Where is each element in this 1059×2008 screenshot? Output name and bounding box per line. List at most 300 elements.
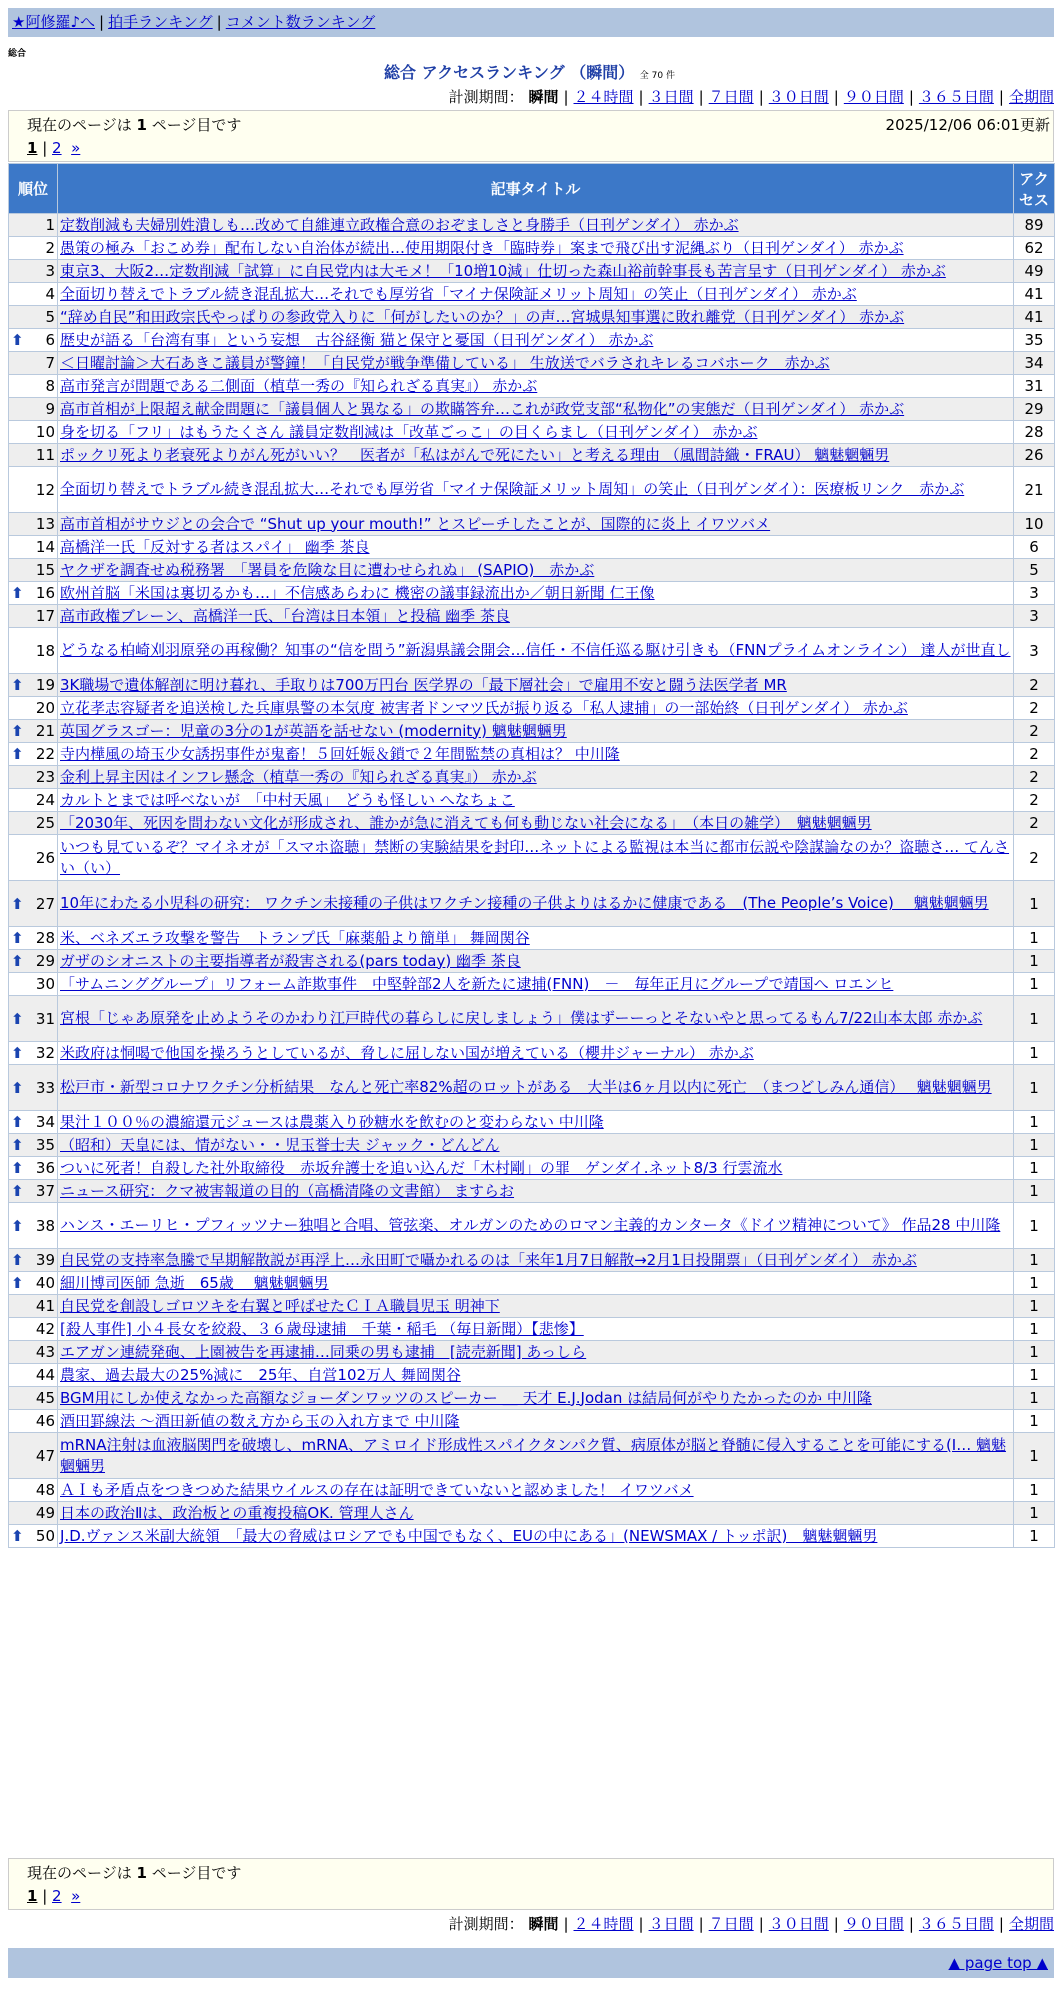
period-link[interactable]: ９０日間 bbox=[843, 1915, 904, 1933]
table-row bbox=[9, 559, 1055, 582]
table-row bbox=[9, 237, 1055, 260]
access-count: 41 bbox=[1014, 306, 1055, 329]
separator: | bbox=[758, 88, 764, 106]
access-count: 2 bbox=[1014, 743, 1055, 766]
article-link[interactable]: 宮根「じゃあ原発を止めようそのかわり江戸時代の暮らしに戻しましょう」僕はずーーっとそないやと思ってるもん7/22山本太郎 赤かぶ bbox=[60, 1009, 983, 1027]
rank-cell bbox=[9, 743, 58, 766]
title-cell bbox=[58, 1249, 1014, 1272]
title-cell bbox=[58, 1272, 1014, 1295]
article-link[interactable]: 高市発言が問題である二側面（植草一秀の『知られざる真実』） 赤かぶ bbox=[60, 376, 538, 395]
access-count: 1 bbox=[1014, 1134, 1055, 1157]
table-row bbox=[9, 1203, 1055, 1249]
article-link[interactable]: 米政府は恫喝で他国を操ろうとしているが、脅しに屈しない国が増えている（櫻井ジャーナル） 赤かぶ bbox=[60, 1043, 754, 1062]
rank-number: 36 bbox=[35, 1159, 55, 1177]
title-cell bbox=[58, 214, 1014, 237]
rank-number: 3 bbox=[45, 262, 55, 280]
rank-number: 27 bbox=[35, 894, 55, 913]
article-link[interactable]: 高市首相が上限超え献金問題に「議員個人と異なる」の欺瞞答弁…これが政党支部“私物化”の実態だ（日刊ゲンダイ） 赤かぶ bbox=[60, 399, 905, 418]
page-1-link[interactable]: 1 bbox=[27, 139, 38, 157]
rank-number: 22 bbox=[35, 745, 55, 763]
up-arrow-icon: ⬆ bbox=[11, 952, 24, 970]
title-cell bbox=[58, 283, 1014, 306]
rank-number: 6 bbox=[45, 331, 55, 349]
rank-number: 9 bbox=[45, 400, 55, 418]
table-row bbox=[9, 1042, 1055, 1065]
rank-number: 25 bbox=[35, 814, 55, 832]
up-arrow-icon: ⬆ bbox=[11, 1251, 24, 1269]
separator: | bbox=[638, 88, 644, 106]
article-link[interactable]: 果汁１００％の濃縮還元ジュースは農薬入り砂糖水を飲むのと変わらない 中川隆 bbox=[60, 1112, 604, 1131]
rank-number: 21 bbox=[35, 722, 55, 740]
separator: | bbox=[758, 1915, 764, 1933]
article-link[interactable]: 3K職場で遺体解剖に明け暮れ、手取りは700万円台 医学界の「最下層社会」で雇用不安と闘う法医学者 MR bbox=[60, 675, 787, 694]
rank-number: 18 bbox=[35, 641, 55, 660]
article-link[interactable]: 米、ベネズエラ攻撃を警告 トランプ氏「麻薬船より簡単」 舞岡関谷 bbox=[60, 928, 530, 947]
pager-box-bottom bbox=[8, 1858, 1054, 1910]
title-cell bbox=[58, 352, 1014, 375]
title-cell bbox=[58, 1180, 1014, 1203]
access-count: 49 bbox=[1014, 260, 1055, 283]
article-link[interactable]: “辞め自民”和田政宗氏やっぱりの参政党入りに「何がしたいのか？」の声…宮城県知事選に敗れ離党（日刊ゲンダイ） 赤かぶ bbox=[60, 307, 905, 326]
rank-cell bbox=[9, 789, 58, 812]
table-row bbox=[9, 260, 1055, 283]
access-count: 29 bbox=[1014, 398, 1055, 421]
title-cell bbox=[58, 881, 1014, 927]
period-link[interactable]: ３日間 bbox=[648, 88, 694, 106]
title-cell bbox=[58, 237, 1014, 260]
article-link[interactable]: 農家、過去最大の25%減に 25年、自営102万人 舞岡関谷 bbox=[60, 1365, 461, 1384]
rank-cell bbox=[9, 1318, 58, 1341]
rank-cell bbox=[9, 1387, 58, 1410]
up-arrow-icon: ⬆ bbox=[11, 676, 24, 694]
rank-cell bbox=[9, 996, 58, 1042]
rank-cell bbox=[9, 214, 58, 237]
rank-cell bbox=[9, 628, 58, 674]
access-count: 1 bbox=[1014, 950, 1055, 973]
title-cell bbox=[58, 766, 1014, 789]
access-count: 1 bbox=[1014, 1364, 1055, 1387]
rank-cell bbox=[9, 605, 58, 628]
article-link[interactable]: ハンス・エーリヒ・プフィッツナー独唱と合唱、管弦楽、オルガンのためのロマン主義的カンタータ《ドイツ精神について》 作品28 中川隆 bbox=[60, 1216, 1001, 1234]
article-link[interactable]: 英国グラスゴー：児童の3分の1が英語を話せない (modernity) 魑魅魍魎男 bbox=[60, 721, 567, 740]
rank-cell bbox=[9, 950, 58, 973]
rank-cell bbox=[9, 720, 58, 743]
up-arrow-icon: ⬆ bbox=[11, 331, 24, 349]
period-label: 計測期間： bbox=[448, 1915, 524, 1933]
table-row bbox=[9, 582, 1055, 605]
table-row bbox=[9, 1295, 1055, 1318]
table-row bbox=[9, 789, 1055, 812]
rank-number: 35 bbox=[35, 1136, 55, 1154]
access-count: 21 bbox=[1014, 467, 1055, 513]
table-row bbox=[9, 1433, 1055, 1479]
rank-cell bbox=[9, 375, 58, 398]
separator: | bbox=[908, 1915, 914, 1933]
table-row bbox=[9, 628, 1055, 674]
title-cell bbox=[58, 375, 1014, 398]
title-cell bbox=[58, 812, 1014, 835]
rank-cell bbox=[9, 237, 58, 260]
page-top-link[interactable]: ▲ page top ▲ bbox=[948, 1954, 1048, 1972]
table-row bbox=[9, 398, 1055, 421]
table-row bbox=[9, 1157, 1055, 1180]
article-link[interactable]: 高市首相がサウジとの会合で “Shut up your mouth!” とスピーチしたことが、国際的に炎上 イワツバメ bbox=[60, 514, 771, 533]
rank-number: 37 bbox=[35, 1182, 55, 1200]
access-count: 1 bbox=[1014, 1157, 1055, 1180]
table-row bbox=[9, 1525, 1055, 1548]
rank-number: 10 bbox=[35, 423, 55, 441]
table-row bbox=[9, 1364, 1055, 1387]
item-count: 全 70 件 bbox=[639, 71, 675, 81]
article-link[interactable]: 愚策の極み「おこめ券」配布しない自治体が続出…使用期限付き「臨時券」案まで飛び出す泥縄ぶり（日刊ゲンダイ） 赤かぶ bbox=[60, 238, 904, 257]
rank-cell bbox=[9, 835, 58, 881]
article-link[interactable]: 全面切り替えでトラブル続き混乱拡大…それでも厚労省「マイナ保険証メリット周知」の笑止（日刊ゲンダイ）：医療板リンク 赤かぶ bbox=[60, 480, 965, 498]
comment-ranking-link[interactable]: コメント数ランキング bbox=[225, 13, 376, 31]
title-cell bbox=[58, 950, 1014, 973]
title-cell bbox=[58, 559, 1014, 582]
ranking-title: 総合 アクセスランキング （瞬間） bbox=[384, 63, 635, 82]
table-row bbox=[9, 352, 1055, 375]
rank-cell bbox=[9, 881, 58, 927]
separator: | bbox=[563, 88, 569, 106]
table-row bbox=[9, 306, 1055, 329]
rank-number: 43 bbox=[35, 1343, 55, 1361]
rank-cell bbox=[9, 766, 58, 789]
rank-cell bbox=[9, 973, 58, 996]
article-link[interactable]: ガザのシオニストの主要指導者が殺害される(pars today) 幽季 茶良 bbox=[60, 951, 521, 970]
rank-number: 8 bbox=[45, 377, 55, 395]
article-link[interactable]: 10年にわたる小児科の研究： ワクチン未接種の子供はワクチン接種の子供よりはるかに健康である (The People’s Voice) 魑魅魍魎男 bbox=[60, 894, 989, 912]
access-count: 31 bbox=[1014, 375, 1055, 398]
article-link[interactable]: 「2030年、死因を問わない文化が形成され、誰かが急に消えても何も動じない社会になる」 （本日の雑学） 魑魅魍魎男 bbox=[60, 813, 872, 832]
access-count: 1 bbox=[1014, 1341, 1055, 1364]
period-link[interactable]: ３０日間 bbox=[768, 88, 829, 106]
article-link[interactable]: ＜日曜討論＞大石あきこ議員が警鐘！「自民党が戦争準備している」 生放送でバラされキレるコバホーク 赤かぶ bbox=[60, 353, 830, 372]
rank-number: 47 bbox=[35, 1446, 55, 1465]
article-link[interactable]: 立花孝志容疑者を追送検した兵庫県警の本気度 被害者ドンマツ氏が振り返る「私人逮捕」の一部始終（日刊ゲンダイ） 赤かぶ bbox=[60, 698, 908, 717]
rank-number: 2 bbox=[45, 239, 55, 257]
period-link[interactable]: 全期間 bbox=[1008, 1915, 1054, 1933]
title-cell bbox=[58, 720, 1014, 743]
article-link[interactable]: 金利上昇主因はインフレ懸念（植草一秀の『知られざる真実』） 赤かぶ bbox=[60, 767, 537, 786]
access-count: 2 bbox=[1014, 812, 1055, 835]
rank-cell bbox=[9, 283, 58, 306]
period-link[interactable]: ３６５日間 bbox=[918, 88, 994, 106]
access-count: 26 bbox=[1014, 444, 1055, 467]
period-selector-bottom bbox=[449, 1913, 1054, 1934]
title-cell bbox=[58, 996, 1014, 1042]
period-current: 瞬間 bbox=[528, 88, 559, 106]
article-link[interactable]: ついに死者！自殺した社外取締役 赤坂弁護士を追い込んだ「木村剛」の罪 ゲンダイ.ネット8/3 行雲流水 bbox=[60, 1158, 783, 1177]
article-link[interactable]: ヤクザを調査せぬ税務署 「署員を危険な目に遭わせられぬ」 (SAPIO) 赤かぶ bbox=[60, 560, 595, 579]
up-arrow-icon: ⬆ bbox=[11, 584, 24, 602]
table-row bbox=[9, 674, 1055, 697]
separator: | bbox=[638, 1915, 644, 1933]
table-row bbox=[9, 444, 1055, 467]
article-link[interactable]: ポックリ死より老衰死よりがん死がいい？ 医者が「私はがんで死にたい」と考える理由 （風間詩織・FRAU） 魑魅魍魎男 bbox=[60, 445, 890, 464]
access-count: 3 bbox=[1014, 605, 1055, 628]
title-cell bbox=[58, 1341, 1014, 1364]
rank-number: 31 bbox=[35, 1009, 55, 1028]
table-row bbox=[9, 375, 1055, 398]
up-arrow-icon: ⬆ bbox=[11, 929, 24, 947]
access-count: 1 bbox=[1014, 1502, 1055, 1525]
rank-number: 32 bbox=[35, 1044, 55, 1062]
table-row bbox=[9, 720, 1055, 743]
rank-number: 5 bbox=[45, 308, 55, 326]
access-count: 1 bbox=[1014, 1318, 1055, 1341]
title-cell bbox=[58, 582, 1014, 605]
article-link[interactable]: J.D.ヴァンス米副大統領 「最大の脅威はロシアでも中国でもなく、EUの中にある」(NEWSMAX / トッポ訳) 魑魅魍魎男 bbox=[60, 1526, 878, 1545]
title-cell bbox=[58, 789, 1014, 812]
next-page-link[interactable]: » bbox=[71, 1887, 81, 1905]
title-cell bbox=[58, 1111, 1014, 1134]
access-count: 2 bbox=[1014, 766, 1055, 789]
title-cell bbox=[58, 628, 1014, 674]
access-count: 89 bbox=[1014, 214, 1055, 237]
rank-cell bbox=[9, 1134, 58, 1157]
table-row bbox=[9, 329, 1055, 352]
access-count: 41 bbox=[1014, 283, 1055, 306]
article-link[interactable]: 酒田罫線法 ～酒田新値の数え方から玉の入れ方まで 中川隆 bbox=[60, 1411, 460, 1430]
article-link[interactable]: 松戸市・新型コロナワクチン分析結果 なんと死亡率82%超のロットがある 大半は6ヶ月以内に死亡 （まつどしみん通信） 魑魅魍魎男 bbox=[60, 1078, 992, 1096]
table-row bbox=[9, 1502, 1055, 1525]
article-link[interactable]: 「サムニンググループ」リフォーム詐欺事件 中堅幹部2人を新たに逮捕(FNN) － 毎年正月にグループで靖国へ ロエンヒ bbox=[60, 974, 894, 993]
category-label: 総合 bbox=[8, 49, 27, 59]
article-link[interactable]: 欧州首脳「米国は裏切るかも…」不信感あらわに 機密の議事録流出か／朝日新聞 仁王像 bbox=[60, 583, 655, 602]
title-cell bbox=[58, 467, 1014, 513]
title-cell bbox=[58, 674, 1014, 697]
article-link[interactable]: どうなる柏崎刈羽原発の再稼働？知事の“信を問う”新潟県議会開会…信任・不信任巡る駆け引きも（FNNプライムオンライン） 達人が世直し bbox=[60, 641, 1011, 659]
table-row bbox=[9, 1249, 1055, 1272]
rank-cell bbox=[9, 1157, 58, 1180]
article-link[interactable]: 自民党を創設しゴロツキを右翼と呼ばせたＣＩＡ職員児玉 明神下 bbox=[60, 1296, 500, 1315]
title-cell bbox=[58, 398, 1014, 421]
table-row bbox=[9, 1341, 1055, 1364]
article-link[interactable]: エアガン連続発砲、上園被告を再逮捕…同乗の男も逮捕 [読売新聞] あっしら bbox=[60, 1342, 587, 1361]
period-link[interactable]: ７日間 bbox=[708, 1915, 754, 1933]
access-count: 35 bbox=[1014, 329, 1055, 352]
table-row bbox=[9, 812, 1055, 835]
rank-number: 30 bbox=[35, 975, 55, 993]
rank-number: 20 bbox=[35, 699, 55, 717]
article-link[interactable]: 定数削減も夫婦別姓潰しも…改めて自維連立政権合意のおぞましさと身勝手（日刊ゲンダイ） 赤かぶ bbox=[60, 215, 739, 234]
footer-bar bbox=[8, 1948, 1054, 1978]
rank-cell bbox=[9, 1525, 58, 1548]
period-link[interactable]: 全期間 bbox=[1008, 88, 1054, 106]
article-link[interactable]: BGM用にしか使えなかった高額なジョーダンワッツのスピーカー ＿ 天才 E.J.Jodan は結局何がやりたかったのか 中川隆 bbox=[60, 1388, 872, 1407]
table-row bbox=[9, 766, 1055, 789]
table-row bbox=[9, 536, 1055, 559]
top-nav-bar bbox=[8, 8, 1054, 37]
title-cell bbox=[58, 743, 1014, 766]
separator: | bbox=[998, 88, 1004, 106]
article-link[interactable]: 寺内樺風の埼玉少女誘拐事件が鬼畜！５回妊娠＆鎖で２年間監禁の真相は？ 中川隆 bbox=[60, 744, 620, 763]
article-link[interactable]: カルトとまでは呼べないが 「中村天風」 どうも怪しい へなちょこ bbox=[60, 790, 515, 809]
page-1-link[interactable]: 1 bbox=[27, 1887, 38, 1905]
article-link[interactable]: 高市政権ブレーン、高橋洋一氏、「台湾は日本領」と投稿 幽季 茶良 bbox=[60, 606, 510, 625]
up-arrow-icon: ⬆ bbox=[11, 1527, 24, 1545]
rank-number: 28 bbox=[35, 929, 55, 947]
access-count: 1 bbox=[1014, 973, 1055, 996]
rank-number: 12 bbox=[35, 480, 55, 499]
title-cell bbox=[58, 1387, 1014, 1410]
rank-cell bbox=[9, 812, 58, 835]
title-cell bbox=[58, 835, 1014, 881]
rank-cell bbox=[9, 1042, 58, 1065]
article-link[interactable]: 細川博司医師 急逝 65歳 魑魅魍魎男 bbox=[60, 1273, 329, 1292]
separator: | bbox=[698, 88, 704, 106]
rank-number: 50 bbox=[35, 1527, 55, 1545]
rank-number: 29 bbox=[35, 952, 55, 970]
title-cell bbox=[58, 513, 1014, 536]
rank-column-header: 順位 bbox=[9, 164, 58, 214]
title-cell bbox=[58, 421, 1014, 444]
table-row bbox=[9, 1479, 1055, 1502]
period-link[interactable]: ９０日間 bbox=[843, 88, 904, 106]
access-count: 1 bbox=[1014, 1249, 1055, 1272]
rank-cell bbox=[9, 1295, 58, 1318]
table-row bbox=[9, 1410, 1055, 1433]
article-link[interactable]: 全面切り替えでトラブル続き混乱拡大…それでも厚労省「マイナ保険証メリット周知」の笑止（日刊ゲンダイ） 赤かぶ bbox=[60, 284, 857, 303]
rank-cell bbox=[9, 421, 58, 444]
rank-number: 26 bbox=[35, 848, 55, 867]
access-count: 2 bbox=[1014, 697, 1055, 720]
article-link[interactable]: （昭和）天皇には、情がない・・児玉誉士夫 ジャック・どんどん bbox=[60, 1135, 500, 1154]
separator: | bbox=[99, 13, 105, 31]
separator: | bbox=[563, 1915, 569, 1933]
access-count: 34 bbox=[1014, 352, 1055, 375]
article-link[interactable]: ＡＩも矛盾点をつきつめた結果ウイルスの存在は証明できていないと認めました！ イワツバメ bbox=[60, 1480, 694, 1499]
ranking-table bbox=[8, 163, 1055, 1548]
article-link[interactable]: 身を切る「フリ」はもうたくさん 議員定数削減は「改革ごっこ」の目くらまし（日刊ゲンダイ） 赤かぶ bbox=[60, 422, 758, 441]
article-link[interactable]: ニュース研究：クマ被害報道の目的（高橋清隆の文書館） ますらお bbox=[60, 1181, 515, 1200]
rank-number: 19 bbox=[35, 676, 55, 694]
rank-number: 15 bbox=[35, 561, 55, 579]
page-2-link[interactable]: 2 bbox=[52, 1887, 62, 1905]
page-2-link[interactable]: 2 bbox=[52, 139, 62, 157]
access-count: 2 bbox=[1014, 835, 1055, 881]
period-link[interactable]: ７日間 bbox=[708, 88, 754, 106]
table-row bbox=[9, 973, 1055, 996]
access-count: 2 bbox=[1014, 789, 1055, 812]
table-row bbox=[9, 996, 1055, 1042]
table-row bbox=[9, 1387, 1055, 1410]
rank-cell bbox=[9, 513, 58, 536]
title-cell bbox=[58, 1295, 1014, 1318]
article-link[interactable]: 東京3、大阪2…定数削減「試算」に自民党内は大モメ！「10増10減」仕切った森山裕前幹事長も苦言呈す（日刊ゲンダイ） 赤かぶ bbox=[60, 261, 946, 280]
rank-cell bbox=[9, 1433, 58, 1479]
article-link[interactable]: [殺人事件] 小４長女を絞殺、３６歳母逮捕 千葉・稲毛 （毎日新聞）【悲惨】 bbox=[60, 1319, 584, 1338]
rank-number: 11 bbox=[35, 446, 55, 464]
title-cell bbox=[58, 1525, 1014, 1548]
rank-number: 42 bbox=[35, 1320, 55, 1338]
rank-number: 23 bbox=[35, 768, 55, 786]
rank-number: 4 bbox=[45, 285, 55, 303]
rank-cell bbox=[9, 1180, 58, 1203]
article-link[interactable]: 歴史が語る「台湾有事」という妄想 古谷経衡 猫と保守と憂国（日刊ゲンダイ） 赤かぶ bbox=[60, 330, 654, 349]
rank-number: 14 bbox=[35, 538, 55, 556]
period-link[interactable]: ２４時間 bbox=[573, 1915, 634, 1933]
access-count: 1 bbox=[1014, 1111, 1055, 1134]
rank-number: 1 bbox=[45, 216, 55, 234]
title-cell bbox=[58, 260, 1014, 283]
access-count: 1 bbox=[1014, 1065, 1055, 1111]
up-arrow-icon: ⬆ bbox=[11, 1044, 24, 1062]
rank-cell bbox=[9, 352, 58, 375]
table-row bbox=[9, 1134, 1055, 1157]
up-arrow-icon: ⬆ bbox=[11, 1274, 24, 1292]
updated-timestamp: 2025/12/06 06:01更新 bbox=[885, 116, 1050, 134]
rank-cell bbox=[9, 467, 58, 513]
table-row bbox=[9, 1318, 1055, 1341]
title-cell bbox=[58, 605, 1014, 628]
rank-number: 45 bbox=[35, 1389, 55, 1407]
home-link[interactable]: ★阿修羅♪へ bbox=[12, 13, 96, 31]
title-cell bbox=[58, 1479, 1014, 1502]
period-link[interactable]: ２４時間 bbox=[573, 88, 634, 106]
rank-cell bbox=[9, 927, 58, 950]
rank-number: 46 bbox=[35, 1412, 55, 1430]
article-link[interactable]: いつも見ているぞ？マイネオが「スマホ盗聴」禁断の実験結果を封印…ネットによる監視は本当に都市伝説や陰謀論なのか？盗聴さ… てんさい（い） bbox=[60, 837, 1010, 877]
title-cell bbox=[58, 927, 1014, 950]
rank-number: 40 bbox=[35, 1274, 55, 1292]
applause-ranking-link[interactable]: 拍手ランキング bbox=[108, 13, 213, 31]
access-count: 1 bbox=[1014, 1272, 1055, 1295]
rank-number: 39 bbox=[35, 1251, 55, 1269]
article-link[interactable]: 高橋洋一氏「反対する者はスパイ」 幽季 茶良 bbox=[60, 537, 370, 556]
table-row bbox=[9, 881, 1055, 927]
rank-cell bbox=[9, 444, 58, 467]
rank-cell bbox=[9, 1479, 58, 1502]
access-count: 1 bbox=[1014, 1180, 1055, 1203]
rank-number: 13 bbox=[35, 515, 55, 533]
period-link[interactable]: ３日間 bbox=[648, 1915, 694, 1933]
rank-cell bbox=[9, 697, 58, 720]
access-count: 2 bbox=[1014, 674, 1055, 697]
title-cell bbox=[58, 1157, 1014, 1180]
rank-cell bbox=[9, 1364, 58, 1387]
access-count: 1 bbox=[1014, 1410, 1055, 1433]
up-arrow-icon: ⬆ bbox=[11, 1078, 24, 1097]
rank-cell bbox=[9, 1203, 58, 1249]
current-page-text: 現在のページは 1 ページ目です bbox=[27, 1864, 242, 1882]
pagination: 1 | 2 » bbox=[27, 1887, 81, 1905]
access-count: 1 bbox=[1014, 881, 1055, 927]
current-page-text: 現在のページは 1 ページ目です bbox=[27, 116, 242, 134]
access-count: 28 bbox=[1014, 421, 1055, 444]
pagination: 1 | 2 » bbox=[27, 139, 81, 157]
title-cell bbox=[58, 1134, 1014, 1157]
period-link[interactable]: ３６５日間 bbox=[918, 1915, 994, 1933]
rank-number: 34 bbox=[35, 1113, 55, 1131]
article-link[interactable]: 自民党の支持率急騰で早期解散説が再浮上…永田町で囁かれるのは「来年1月7日解散→2月1日投開票」（日刊ゲンダイ） 赤かぶ bbox=[60, 1250, 917, 1269]
page-title bbox=[0, 60, 1059, 83]
title-cell bbox=[58, 306, 1014, 329]
separator: | bbox=[698, 1915, 704, 1933]
article-link[interactable]: mRNA注射は血液脳関門を破壊し、mRNA、アミロイド形成性スパイクタンパク質、病原体が脳と脊髄に侵入することを可能にする(I… 魑魅魍魎男 bbox=[60, 1435, 1006, 1475]
table-row bbox=[9, 214, 1055, 237]
rank-cell bbox=[9, 1249, 58, 1272]
rank-cell bbox=[9, 329, 58, 352]
next-page-link[interactable]: » bbox=[71, 139, 81, 157]
title-cell bbox=[58, 1433, 1014, 1479]
up-arrow-icon: ⬆ bbox=[11, 1159, 24, 1177]
period-link[interactable]: ３０日間 bbox=[768, 1915, 829, 1933]
article-link[interactable]: 日本の政治Ⅱは、政治板との重複投稿OK. 管理人さん bbox=[60, 1503, 414, 1522]
access-count: 3 bbox=[1014, 628, 1055, 674]
up-arrow-icon: ⬆ bbox=[11, 1136, 24, 1154]
